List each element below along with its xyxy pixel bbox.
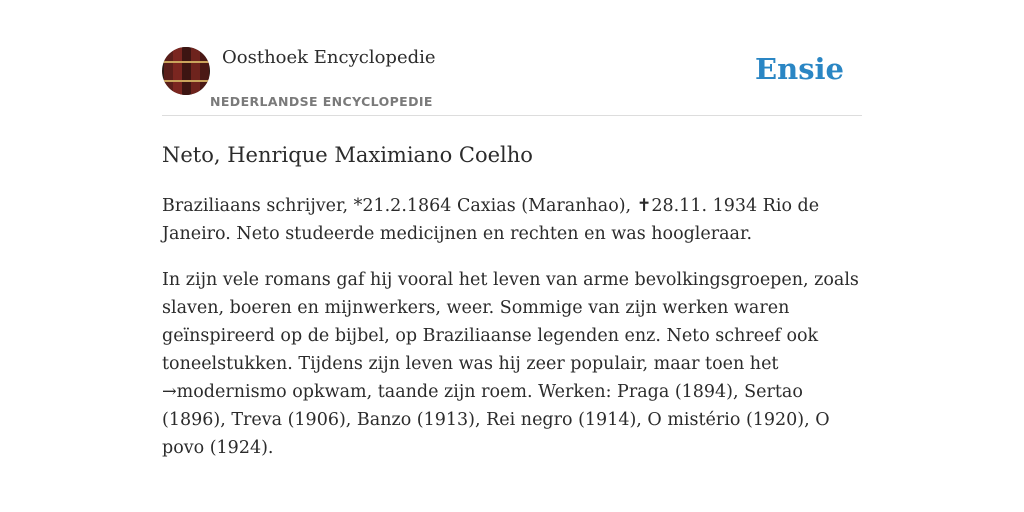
header-divider — [162, 115, 862, 116]
article-paragraph: Braziliaans schrijver, *21.2.1864 Caxias (Maranhao), ✝28.11. 1934 Rio de Janeiro. Neto studeerde medicijnen en rechten en was hoogleraar. — [162, 196, 820, 244]
encyclopedia-books-icon[interactable] — [162, 47, 210, 95]
article — [162, 140, 862, 462]
site-subtitle: NEDERLANDSE ENCYCLOPEDIE — [210, 94, 433, 109]
ensie-logo-link[interactable]: Ensie — [755, 52, 844, 86]
article-paragraph: In zijn vele romans gaf hij vooral het leven van arme bevolkingsgroepen, zoals slaven, boeren en mijnwerkers, weer. Sommige van zijn werken waren geïnspireerd op de bijbel, op Braziliaanse legenden enz. Neto schreef ook toneelstukken. Tijdens zijn leven was hij zeer populair, maar toen het →modernismo opkwam, taande zijn roem. Werken: Praga (1894), Sertao (1896), Treva (1906), Banzo (1913), Rei negro (1914), O mistério (1920), O povo (1924). — [162, 270, 859, 458]
site-name-link[interactable]: Oosthoek Encyclopedie — [222, 47, 436, 68]
site-header — [162, 44, 862, 116]
article-title: Neto, Henrique Maximiano Coelho — [162, 143, 533, 167]
